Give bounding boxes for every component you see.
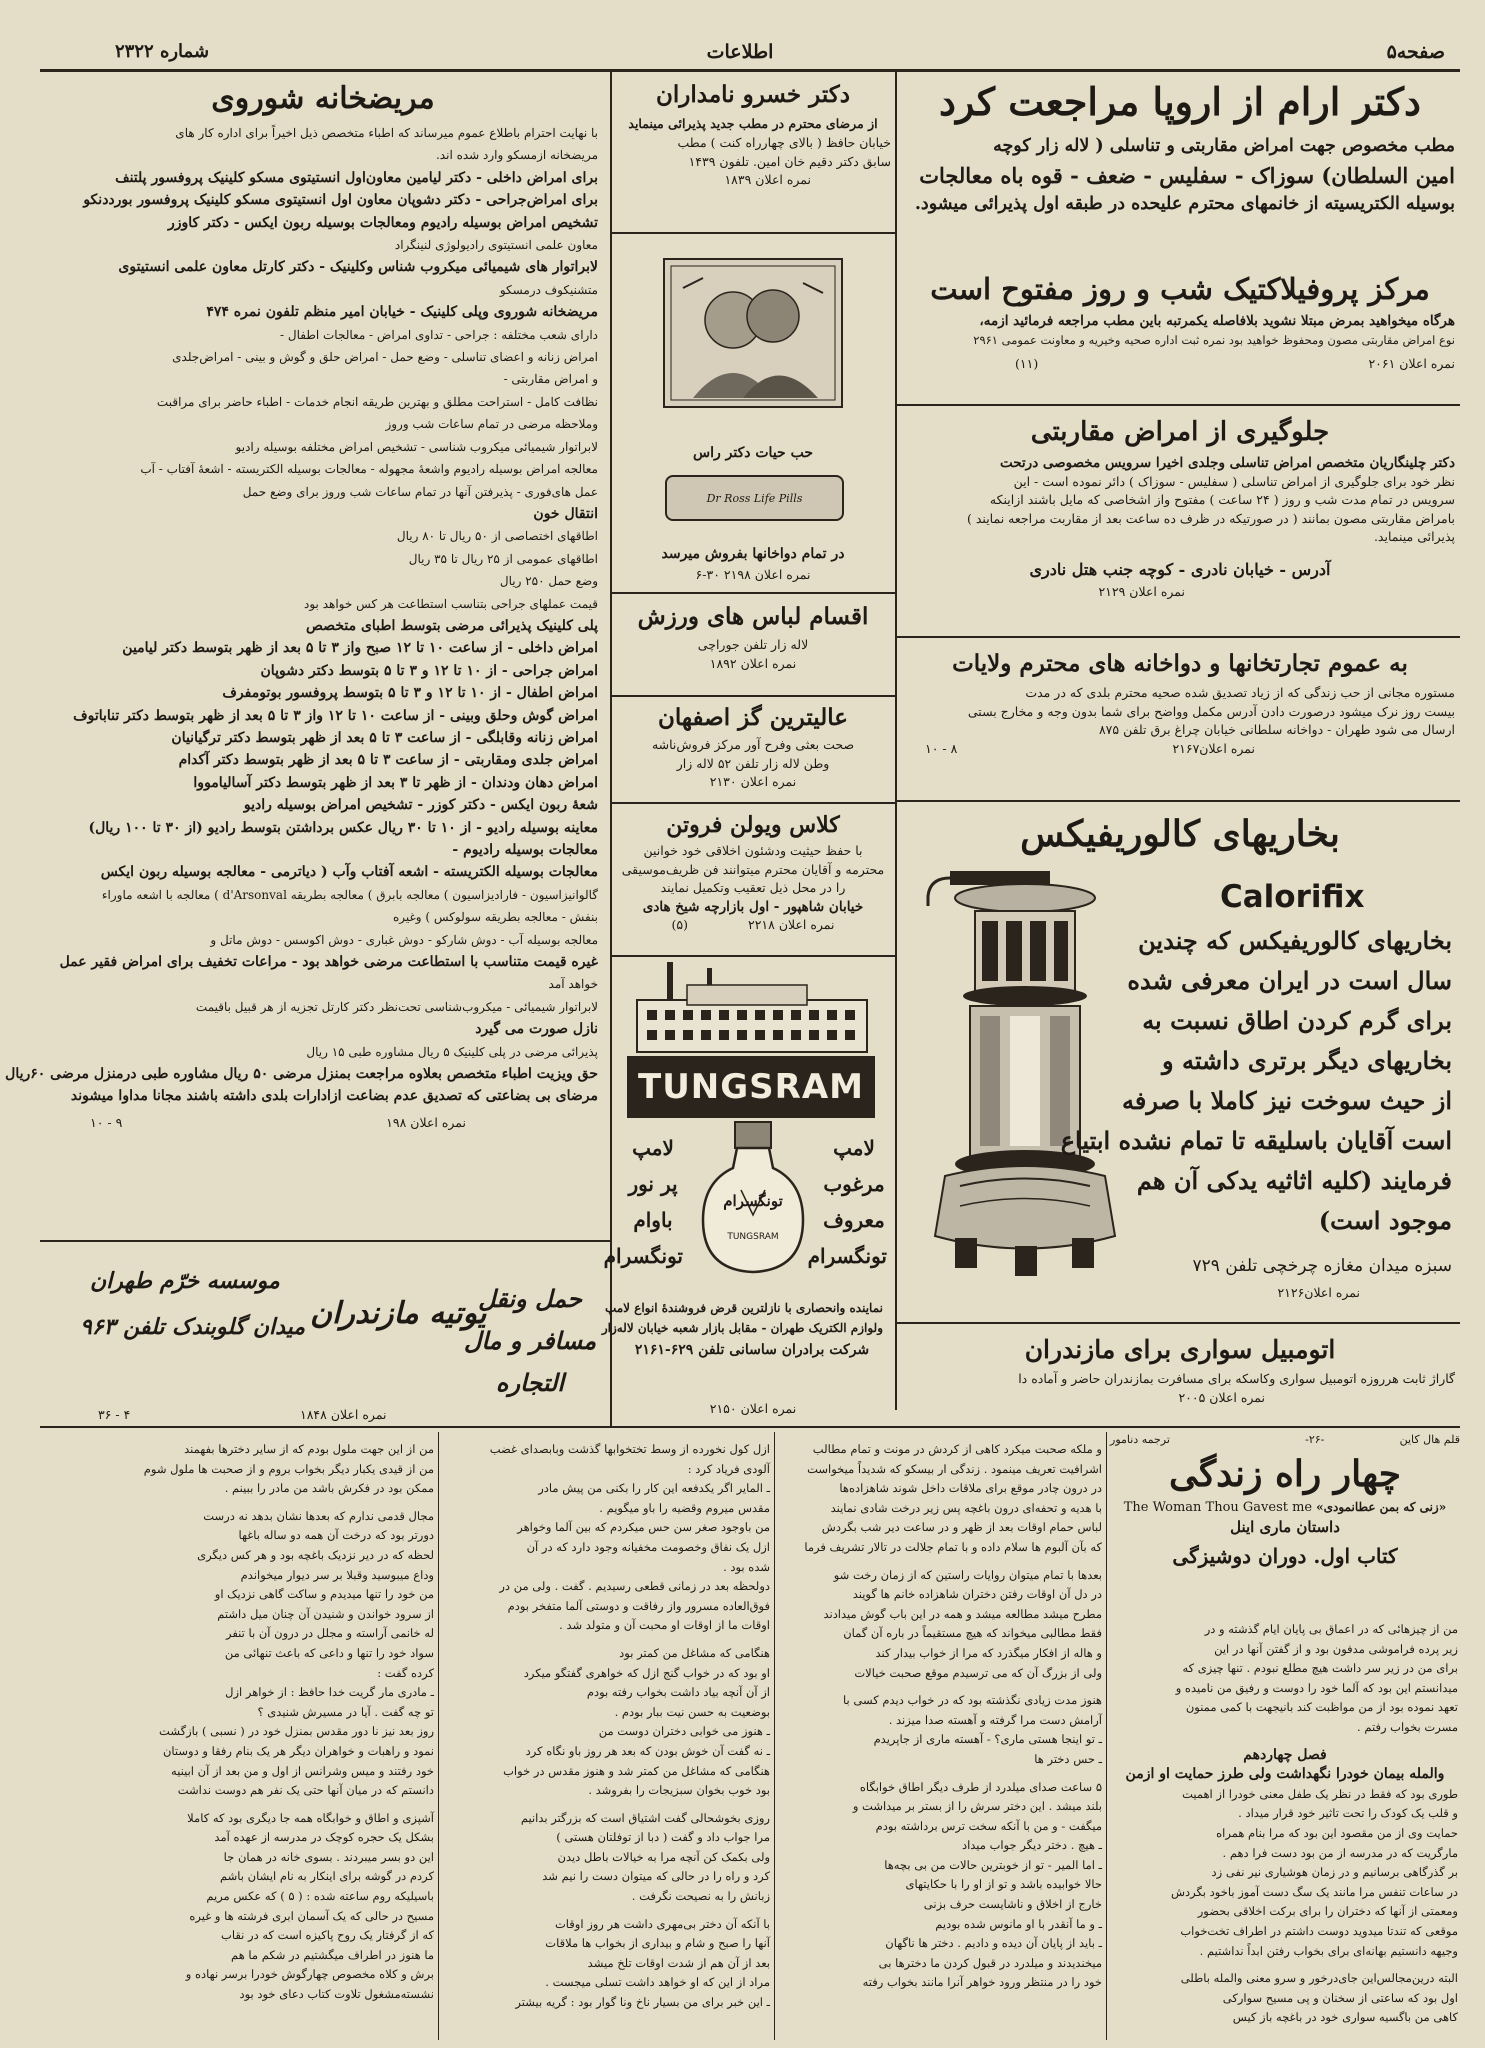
text-line: وضع حمل ۲۵۰ ریال xyxy=(499,574,598,589)
ad-title: اقسام لباس های ورزش xyxy=(637,603,869,630)
ad-divider xyxy=(612,695,895,697)
text-line: موقعی که تندتا میدوید دوست داشتم در اطراف تخت‌خواب xyxy=(1180,1923,1458,1938)
ad-number: نمره اعلان۲۱۶۷ xyxy=(1172,740,1255,756)
text-line: میگفت - و من با آنکه سخت ترس برداشته بودم xyxy=(875,1818,1102,1833)
ad-sale: در تمام دواخانها بفروش میرسد xyxy=(661,546,845,562)
paper-name: اطلاعات xyxy=(706,41,774,63)
text-line: آلودی فریاد کرد : xyxy=(687,1461,770,1476)
text-line: امراض اطفال - از ۱۰ تا ۱۲ و ۳ تا ۵ بتوسط پروفسور بوتومفرف xyxy=(222,685,598,702)
text-line: کردم در گوشه برای اینکار به نام ایشان باشم xyxy=(219,1869,434,1884)
text-line: نشسته‌مشغول تلاوت کتاب دعای خود بود xyxy=(239,1987,434,2002)
text-line: والمله بیمان خودرا نگهداشت ولی طرز حمایت او ازمن xyxy=(1125,1766,1445,1783)
text-line: تعهد نموده بود از من مواظبت کند بانیجهت با کمی ممنون xyxy=(1185,1700,1458,1715)
text-line: بلند میشد . این دختر سرش را از بستر بر میداشت و xyxy=(852,1799,1102,1814)
text-line: از آن آنچه بیاد داشت بخواب رفته بودم xyxy=(586,1685,770,1700)
text-line: مسیح در حالی که یک آسمان ابری فرشته ها و غیره xyxy=(189,1908,434,1923)
ad-divider xyxy=(612,802,895,804)
serial-title: چهار راه زندگی xyxy=(1169,1453,1401,1495)
text-line: که از گرفتار یک روح پاکیزه است که در نقاب xyxy=(221,1928,434,1943)
text-line: هنگامی که مشاغل من کمتر بود xyxy=(619,1645,770,1660)
serial-chapter: فصل چهاردهم xyxy=(1243,1746,1327,1763)
text-line: اطاقهای اختصاصی از ۵۰ ریال تا ۸۰ ریال xyxy=(396,529,598,544)
ad-divider xyxy=(897,636,1460,638)
text-line: حمایت وی از من مقصود این بود که مرا بنام همراه xyxy=(1216,1825,1458,1840)
text-line: من از این جهت ملول بودم که از سایر دخترها بفهمند xyxy=(184,1442,434,1456)
text-line: در دل آن اوقات رفتن دختران شاهزاده خانم ها گویند xyxy=(852,1587,1102,1602)
text-line: کرد و راه را در حالی که میتوان دست را نیم شد xyxy=(542,1869,770,1884)
text-line: نظافت کامل - استراحت مطلق و بهترین طریقه انجام خدمات - اطباء حاضر برای مراقبت xyxy=(156,394,598,409)
ad-number: نمره اعلان ۲۲۱۸ xyxy=(747,917,835,932)
serial-kicker: قلم هال کاین xyxy=(1399,1433,1460,1446)
text-line: وملاحظه مرضی در تمام ساعات شب وروز xyxy=(385,417,598,432)
ad-title: کلاس ویولن فروتن xyxy=(666,812,840,838)
ad-footer: نماینده وانحصاری با نازلترین قرض فروشندهٔ انواع لامپ ولوازم الکتریک طهران - مقابل بازار شعبه خیابان لاله‌زار شرکت برادران ساسانی تلفن ۶۲۹-۲۱۶۱ xyxy=(601,1301,883,1358)
ad-aram xyxy=(905,76,1455,268)
text-line: خود رفتند و میس وشرانس از اول و من بعد از آن ابینیه xyxy=(171,1763,434,1778)
text-line: باسیلیکه روم ساعته شده : ( ۵ ) که عکس مریم xyxy=(206,1889,434,1904)
text-line: روزی بخوشحالی گفت اشتیاق است که بزرگتر بدانیم xyxy=(520,1810,770,1825)
ad-subtitle: از مرضای محترم در مطب جدید پذیرائی مینماید xyxy=(628,116,878,131)
text-line: در ساعات تنفس مرا مانند یک سگ دست آموز باخود بگردش xyxy=(1170,1884,1458,1899)
text-line xyxy=(1112,1961,1458,1969)
text-line: قیمت عملهای جراحی بتناسب استطاعت هر کس خواهد بود xyxy=(304,596,598,611)
text-line: روز بعد نیز نا دور مقدس بمنزل خود در ( نسبی ) بازگشت xyxy=(159,1724,434,1739)
text-line: مرا جواب داد و گفت ( دبا از توفلتان هستی ) xyxy=(556,1830,770,1845)
ad-title: دکتر خسرو نامداران xyxy=(656,81,850,108)
text-line: پذیرائی مرضی در پلی کلینیک ۵ ریال مشاوره طبی ۱۵ ریال xyxy=(306,1044,598,1059)
ad-address: آدرس - خیابان نادری - کوچه جنب هتل نادری xyxy=(1029,559,1331,579)
ad-number: نمره اعلان ۲۱۵۰ xyxy=(709,1401,797,1416)
ad-ross xyxy=(615,240,891,585)
text-line: مراد از این که او خواهد داشت تسلی میجست . xyxy=(545,1975,770,1990)
serial-header xyxy=(1110,1432,1460,1622)
text-line: لحظه که در دیر نزدیک باغچه بود و هر کس دیگری xyxy=(197,1547,434,1562)
text-line: معالجات بوسیله الکتریسته - اشعه آفتاب وآب ( دیاترمی - معالجه بوسیله ربون ایکس xyxy=(100,864,598,881)
ad-address: سبزه میدان مغازه چرخچی تلفن ۷۲۹ xyxy=(1192,1256,1452,1276)
text-line: اطاقهای عمومی از ۲۵ ریال تا ۳۵ ریال xyxy=(408,551,598,566)
text-line: خواهد آمد xyxy=(548,977,598,992)
text-line xyxy=(40,1499,434,1507)
ad-body: گاراژ ثابت هرروزه اتومبیل سواری وکاسکه برای مسافرت بمازندران حاضر و آماده دا xyxy=(1018,1371,1455,1386)
text-line: فقط مطالبی میخواند که هیچ مستقیماً در باره آن گمان xyxy=(843,1626,1102,1641)
ad-divider xyxy=(612,955,895,957)
text-line: خود را در منتظر ورود خواهر آنرا مانند بخواب رفته xyxy=(862,1975,1102,1990)
ad-body: با حفظ حیثیت ودشئون اخلاقی خود خوانین محترمه و آقایان محترم میتوانند فن ظریف‌موسیقی را در محل ذیل تعقیب وتکمیل نمایند خیابان شاهپور - اول بازارچه شیخ هادی xyxy=(621,843,885,915)
text-line xyxy=(444,1801,770,1809)
text-line: ومعمتی از آنها که دختران را برای برکت اخلاقی بحضور xyxy=(1197,1904,1458,1919)
text-line: معاون علمی انستیتوی رادیولوژی لنینگراد xyxy=(394,238,598,253)
masthead-rule xyxy=(40,69,1460,72)
serial-column xyxy=(780,1440,1102,2040)
ad-number: نمره اعلان ۲۱۳۰ xyxy=(709,774,797,789)
text-line: امراض جراحی - از ۱۰ تا ۱۲ و ۳ تا ۵ بتوسط دکتر دشوپان xyxy=(260,662,598,679)
text-line: ـ اما المیر - تو از خوبترین حالات من بی بچه‌ها xyxy=(884,1857,1102,1872)
serial-subtitle-fa: «زنی که بمن عطانمودی» xyxy=(1316,1500,1447,1514)
serial-column xyxy=(1112,1620,1458,2040)
ad-title: عالیترین گز اصفهان xyxy=(658,704,848,731)
serial-book-title: کتاب اول. دوران دوشیزگی xyxy=(1172,1544,1398,1568)
text-line: برای امراض داخلی - دکتر لیامین معاون‌اول انستیتوی مسکو کلینیک پروفسور پلتنف xyxy=(115,169,598,186)
ad-divider xyxy=(40,1240,610,1242)
text-line: هنوز مدت زیادی نگذشته بود که در خواب دیدم کسی با xyxy=(843,1693,1102,1708)
serial-column xyxy=(40,1440,434,2040)
ad-divider xyxy=(897,404,1460,406)
ad-number: نمره اعلان ۲۱۹۸ ۳۰-۶ xyxy=(695,567,811,582)
text-line: و امراض مقاربتی - xyxy=(503,372,598,387)
text-line: ازل کول نخورده از وسط تختخوابها گذشت وبابصدای غضب xyxy=(489,1442,770,1456)
text-line: اوقات ما از اوقات او محبت آن و متولد شد . xyxy=(559,1618,770,1633)
text-line: ـ نه گفت آن خوش بودن که بعد هر روز باو نگاه کرد xyxy=(525,1743,770,1758)
serial-column xyxy=(444,1440,770,2040)
ad-divider xyxy=(897,800,1460,802)
text-line: کاهی من باگسیه سواری خود در باغچه باز کیس xyxy=(1232,2010,1458,2025)
text-line: مقدس میروم وقضیه را باو میگویم . xyxy=(599,1500,770,1515)
text-line xyxy=(40,1801,434,1809)
text-line: وجیهه دانستیم بهانه‌ای برای بخواب رفتن ابداً نداشتیم . xyxy=(1199,1943,1458,1958)
text-line: ولی بکمک کن آنچه مرا به خیالات باطل دیدن xyxy=(557,1849,770,1864)
text-line: در درون چادر موقع برای ملاقات داخل شوند شاهزاده‌ها xyxy=(839,1481,1102,1496)
text-line: ـ مادری مار گریت خدا حافظ : از خواهر ازل xyxy=(225,1685,434,1700)
text-line xyxy=(444,1907,770,1915)
text-line: وداع میبوسید وقبلا بر سر دیوار میخواندم xyxy=(240,1567,434,1582)
text-line: نمود و راهبات و خواهران دیگر هر یک بنام رفقا و دوستان xyxy=(162,1743,434,1758)
ad-tag: ۹ - ۱۰ xyxy=(90,1114,123,1130)
text-line: زبانش را به نصیحت نگرفت . xyxy=(631,1889,770,1904)
text-line: نازل صورت می گیرد xyxy=(475,1021,598,1038)
text-line: معالجه امراض بوسیله رادیوم واشعهٔ مجهوله - معالجات بوسیله الکتریسته - اشعهٔ آفتاب - آب xyxy=(140,462,598,477)
text-line: ـ باید از پایان آن دیده و دادیم . دختر ها ناگهان xyxy=(885,1936,1102,1951)
text-line: ـ و ما آنقدر با او مانوس شده بودیم xyxy=(935,1916,1102,1931)
ad-body: بخاریهای کالوریفیکس که چندین سال است در ایران معرفی شده برای گرم کردن اطاق نسبت به بخاریهای دیگر برتری داشته و از حیث سوخت نیز کاملا با صرفه است آقایان باسلیقه تا تمام نشده ابتیاع فرمایند (کلیه اثاثیه یدکی آن هم موجود است) xyxy=(1060,926,1452,1235)
pill-label: Dr Ross Life Pills xyxy=(706,491,803,505)
text-line: ـ این خبر برای من بسیار ناخ ونا گوار بود : گریه بیشتر xyxy=(515,1995,770,2010)
text-line: مطرح میشد مطالعه میشد و همه در این باب گوش میدادند xyxy=(823,1606,1102,1621)
text-line: ممکن بود در فکرش باشد من مادر را ببینم . xyxy=(224,1481,434,1496)
text-line: مجال قدمی ندارم که بعدها نشان بدهد نه درست xyxy=(203,1508,434,1523)
ad-big-left: حمل ونقل مسافر و مال التجاره xyxy=(463,1284,597,1397)
serial-author: داستان ماری اینل xyxy=(1230,1518,1340,1536)
text-line: دارای شعب مختلفه : جراحی - تداوی امراض - معالجات اطفال - xyxy=(280,327,598,342)
text-line: لابراتوار های شیمیائی میکروب شناس وکلینیک - دکتر کارتل معاون علمی انستیتوی xyxy=(118,259,598,276)
text-line: تشخیص امراض بوسیله رادیوم ومعالجات بوسیله ربون ایکس - دکتر کاوزر xyxy=(167,214,598,231)
text-line: لابراتوار شیمیائی میکروب شناسی - تشخیص امراض مختلفه بوسیله رادیو xyxy=(235,439,598,454)
text-line: من از چیزهائی که در اعماق بی پایان ایام گذشته و در xyxy=(1204,1622,1458,1636)
ad-number: نمره اعلان ۱۸۴۸ xyxy=(300,1407,387,1422)
text-line: متشنیکوف درمسکو xyxy=(499,282,598,297)
text-line: گالوانیزاسیون - فارادیزاسیون ) معالجه بابرق ) معالجه بطریقه d'Arsonval ) معالجه با اشعه ماوراء xyxy=(101,887,598,902)
text-line: بر گذرگاهی برسانیم و در زمان هوشیاری نیر نفی زد xyxy=(1211,1865,1458,1880)
column-rule xyxy=(1106,1432,1107,2040)
text-line: معالجه بوسیله آب - دوش شارکو - دوش غباری - دوش اکوسس - دوش ماتل و xyxy=(210,932,598,947)
column-rule xyxy=(610,72,612,1427)
text-line: معالجات بوسیله رادیوم - xyxy=(452,842,598,858)
ad-prophylactic xyxy=(905,268,1455,403)
ad-tag: ۸ - ۱۰ xyxy=(925,740,958,756)
ad-title: مریضخانه شوروی xyxy=(211,81,435,116)
text-line xyxy=(780,1770,1102,1778)
text-line: عمل های‌فوری - پذیرفتن آنها در تمام ساعات شب وروز برای وضع حمل xyxy=(242,484,598,499)
ad-title: جلوگیری از امراض مقاربتی xyxy=(1030,417,1330,447)
ad-tag: ۴ - ۳۶ xyxy=(98,1407,131,1422)
ad-tungsram xyxy=(601,960,891,1422)
ad-sport xyxy=(615,598,891,698)
text-line: آرامش دست مرا گرفته و آهسته صدا میزند . xyxy=(888,1712,1102,1727)
ad-auto xyxy=(905,1330,1455,1422)
text-line: با آنکه آن دختر بی‌مهری داشت هر روز اوقات xyxy=(554,1916,770,1931)
bulb-label: TUNGSRAM xyxy=(727,1232,779,1242)
ad-body xyxy=(5,122,606,1108)
column-rule xyxy=(774,1432,775,2040)
ad-body: هرگاه میخواهید بمرض مبتلا نشوید بلافاصله یکمرتبه باین مطب مراجعه فرمائید ازمه، نوع امراض مقاربتی مصون ومحفوظ خواهید بود نمره ثبت اداره صحیه وخیریه و معاونت عمومی ۲۹۶۱ نمره اعلان ۲۰۶۱ (۱۱) xyxy=(905,312,1455,374)
ad-body: مستوره مجانی از حب زندگی که از زیاد تصدیق شده صحیه محترم بلدی که در مدت بیست روز نرک میشود درصورت دادن آدرس مکمل وواضح برای شما بدون وجه و مخارج بستی ارسال می شود طهران - دواخانه سلطانی خیابان چراغ برق تلفن ۸۷۵ xyxy=(967,685,1455,737)
text-line: هنگامی که مشاغل من کمتر شد و هنوز مقدس در خواب xyxy=(503,1763,770,1778)
ad-number: نمره اعلان ۲۱۲۹ xyxy=(1098,583,1185,599)
text-line: ـ هیچ . دختر دیگر جواب میداد xyxy=(961,1838,1102,1853)
pill-box xyxy=(665,475,844,521)
text-line: که بآن آلبوم ها سلام داده و با تمام جلالت در تالار تشریف فرما xyxy=(804,1539,1102,1554)
text-line: و قلب یک کودک را تحت تاثیر خود قرار میداد . xyxy=(1238,1806,1458,1821)
ad-merchants xyxy=(905,644,1455,794)
ad-right-text: لامپ مرغوب معروف تونگسرام xyxy=(807,1136,887,1268)
text-line: ازل یک نفاق وخصومت مخفیانه وجود دارد که در آن xyxy=(526,1539,770,1554)
text-line: مرضای بی بضاعتی که تصدیق عدم بضاعت ازادارات بلدی داشته باشند مجانا مداوا میشوند xyxy=(70,1088,598,1105)
ad-body: صحت بعثی وفرح آور مرکز فروش‌ناشه وطن لاله زار تلفن ۵۲ لاله زار xyxy=(651,737,855,771)
ad-left-text: لامپ پر نور باوام تونگسرام xyxy=(603,1136,683,1268)
text-line: مریضخانه شوروی وپلی کلینیک - خیابان امیر منظم تلفون نمره ۴۷۴ xyxy=(206,304,598,321)
ad-number: نمره اعلان ۲۰۰۵ xyxy=(1178,1389,1265,1405)
serial-issue: -۲۶- xyxy=(1305,1433,1325,1446)
column-rule xyxy=(438,1432,439,2040)
brand-logo: Calorifix xyxy=(1220,879,1365,915)
portrait-illustration xyxy=(663,258,843,408)
text-line: برای من در زیر سر داشت هیچ مطلع نبودم . تنها چیزی که xyxy=(1182,1661,1458,1676)
ad-number: نمره اعلان ۱۸۳۹ xyxy=(724,172,811,187)
issue-number: شماره ۲۳۲۲ xyxy=(115,41,210,62)
ad-divider xyxy=(612,232,895,234)
text-line: امراض گوش وحلق وبینی - از ساعت ۱۰ تا ۱۲ واز ۳ تا ۵ بعد از ظهر بتوسط دکتر تناباتوف xyxy=(73,707,598,724)
text-line: ـ تو اینجا هستی ماری؟ - آهسته ماری از جاپریدم xyxy=(873,1732,1102,1747)
text-line: طوری بود که فقط در نظر یک طفل معنی خودرا از اهمیت xyxy=(1182,1786,1458,1801)
text-line: و ملکه صحبت میکرد کاهی از کردش در مونت و تمام مطالب xyxy=(812,1442,1102,1456)
factory-illustration xyxy=(627,960,877,1055)
ad-calorifix xyxy=(900,806,1460,1306)
text-line: خارج از اخلاق و ناشایست حرف بزنی xyxy=(923,1897,1102,1912)
text-line: از سرود خواندن و شنیدن آن چنان میل داشتم xyxy=(217,1606,434,1621)
ad-transport xyxy=(40,1248,606,1424)
ad-divider xyxy=(612,592,895,594)
ad-big-center: یوتیه مازندران xyxy=(310,1296,487,1331)
serial-translator: ترجمه دنامور xyxy=(1110,1433,1170,1446)
text-line: لابراتوار شیمیائی - میکروب‌شناسی تحت‌نظر دکتر کارتل تجزیه از هر قبیل باقیمت xyxy=(195,999,598,1014)
text-line: با هدیه و تحفه‌ای درون باغچه پس زیر درخت شادی نمایند xyxy=(830,1500,1102,1515)
text-line: اول بود که ساعتی از سخنان و پی مسیح سوارکی xyxy=(1222,1990,1458,2005)
text-line: ـ المایر اگر یکدفعه این کار را بکنی من پیش مادر xyxy=(538,1481,770,1496)
ad-caption: حب حیات دکتر راس xyxy=(693,445,813,461)
text-line: لباس حمام اوقات بعد از ظهر و در ساعت دیر شب بگردش xyxy=(821,1520,1102,1535)
text-line: او بود که در خواب گنج ازل که خواهری گفتگو میکرد xyxy=(523,1665,770,1680)
ad-body: دکتر چلینگاریان متخصص امراض تناسلی وجلدی اخیرا سرویس مخصوصی درتحت نظر خود برای جلوگیری از امراض تناسلی ( سفلیس - سوزاک ) دائر نموده است - این سرویس در تمام مدت شب و روز ( ۲۴ ساعت ) مفتوح واز اشخاصی که مایل باشند ازاینکه بامراض مقاربتی مصون بمانند ( در صورتیکه در ظرف ده ساعت بعد از مقاربت مراجعه نمایند ) پذیرائی مینماید. xyxy=(967,455,1455,544)
ad-shoravi xyxy=(5,76,606,1236)
page-label: صفحه۵ xyxy=(1386,41,1445,63)
ad-number: نمره اعلان ۱۸۹۲ xyxy=(709,655,797,671)
text-line: تو چه گفت . آیا در مسیرش شنیدی ؟ xyxy=(257,1704,434,1719)
text-line: امراض داخلی - از ساعت ۱۰ تا ۱۲ صبح واز ۳ تا ۵ بعد از ظهر بتوسط دکتر لیامین xyxy=(122,640,598,657)
ad-title: به عموم تجارتخانها و دواخانه های محترم ولایات xyxy=(952,650,1408,677)
ad-body: مطب مخصوص جهت امراض مقاربتی و تناسلی ( لاله زار کوچه امین السلطان) سوزاک - سفلیس - ضعف - قوه باه معالجات بوسیله الکتریسیته از خانمهای محترم علیحده در طبقه اول پذیرائی میشود. xyxy=(914,136,1455,214)
text-line: مریضخانه ازمسکو وارد شده اند. xyxy=(435,148,598,163)
text-line: و هاله از افکار میگذرد که مرا از خواب بیدار کند xyxy=(875,1645,1102,1660)
ad-divider xyxy=(897,1322,1460,1324)
text-line: برش و کلاه مخصوص چهارگوش خودرا برسر نهاده و xyxy=(185,1967,434,1982)
ad-violin xyxy=(615,808,891,948)
text-line: میخندیدند و میلدرد در قبول کردن ما دخترها بی xyxy=(878,1955,1102,1970)
ad-mark: (۵) xyxy=(671,917,688,932)
text-line: مارگریت که در مدرسه از من بود دست فرا دهم . xyxy=(1222,1845,1458,1860)
text-line: زیر پرده فراموشی مدفون بود و از گفتن آنها در این xyxy=(1214,1641,1458,1656)
text-line: ۵ ساعت صدای میلدرد از طرف دیگر اطاق خوابگاه xyxy=(859,1779,1102,1794)
text-line: پلی کلینیک پذیرائی مرضی بتوسط اطبای متخصص xyxy=(306,617,598,634)
text-line xyxy=(780,1558,1102,1566)
text-line: بعدها با تمام میتوان روایات راستین که از زمان رخت شو xyxy=(833,1567,1102,1582)
serial-subtitle-en: The Woman Thou Gavest me xyxy=(1123,1500,1313,1515)
text-line: البته درین‌مجالس‌این جای‌درخور و سرو معنی والمله باطلی xyxy=(1180,1971,1458,1986)
brand-logo: TUNGSRAM xyxy=(638,1067,864,1107)
text-line: بنفش - معالجه بطریقه سولوکس ) وغیره xyxy=(392,910,598,925)
text-line xyxy=(444,1636,770,1644)
text-line: شعهٔ ربون ایکس - دکتر کوزر - تشخیص امراض بوسیله رادیو xyxy=(243,797,598,814)
ad-right-line: میدان گلوبندک تلفن ۹۶۳ xyxy=(80,1314,306,1340)
text-line: ـ حس دختر ها xyxy=(1034,1751,1102,1766)
text-line: بوضعیت به حسن نیت ببار بودم . xyxy=(614,1704,770,1719)
text-line: انتقال خون xyxy=(533,505,598,522)
text-line: من از قیدی یکبار دیگر بخواب بروم و از صحبت ها ملول شوم xyxy=(143,1461,434,1476)
ad-prevention xyxy=(905,410,1455,625)
text-line: اشرافیت تعریف مینمود . زندگی ار بیسکو که شدیداً میخواست xyxy=(807,1461,1102,1476)
ad-title: دکتر ارام از اروپا مراجعت کرد xyxy=(939,79,1421,124)
text-line: بشکل یک حجره کوچک در مدرسه از عهده آمد xyxy=(214,1830,434,1845)
text-line: دانستم که در میان آنها حتی یک نفر هم دوست نداشت xyxy=(177,1783,434,1798)
ad-khosrow xyxy=(615,76,891,226)
text-line: ولی از بزرگ آن که می ترسیدم موقع صحبت خیالات xyxy=(854,1665,1102,1680)
text-line: کرده گفت : xyxy=(377,1665,434,1680)
text-line: مسرت بخواب رفتم . xyxy=(1357,1719,1458,1734)
ad-center-text: تونگسرام xyxy=(723,1192,783,1210)
text-line: امراض جلدی ومقاربتی - از ساعت ۳ تا ۵ بعد از ظهر بتوسط دکتر آکدام xyxy=(178,752,598,769)
text-line: ـ هنوز می خوابی دختران دوست من xyxy=(598,1724,770,1739)
text-line: حق ویزیت اطباء متخصص بعلاوه مراجعت بمنزل مرضی ۵۰ ریال مشاوره طبی درمنزل مرضی ۶۰ریال xyxy=(5,1066,598,1083)
text-line: له خانمی آراسته و مجلل در درون آن با تنفر xyxy=(225,1626,434,1641)
text-line: بعد از آن هم از شدت اوقات تلخ میشد xyxy=(587,1955,770,1970)
ad-gaz xyxy=(615,700,891,800)
text-line: با نهایت احترام باطلاع عموم میرساند که اطباء متخصص ذیل اخیراً برای اداره کار های xyxy=(175,126,598,140)
text-line xyxy=(1112,1738,1458,1746)
text-line: برای امراض‌جراحی - دکتر دشوپان معاون اول انستیتوی مسکو کلینیک پروفسور بورددنکو xyxy=(83,192,598,209)
text-line: آشپزی و اطاق و خوابگاه همه جا دیگری بود که کاملا xyxy=(187,1810,434,1825)
text-line: دورتر بود که درخت آن همه دو ساله باغها xyxy=(238,1528,434,1543)
ad-number: نمره اعلان ۱۹۸ xyxy=(386,1114,466,1130)
column-rule xyxy=(895,72,897,1410)
tungsram-banner xyxy=(627,1056,875,1118)
ad-body: خیابان حافظ ( بالای چهارراه کنت ) مطب سابق دکتر دقیم خان امین. تلفون ۱۴۳۹ xyxy=(677,135,891,169)
text-line: میدانستم این بود که آلما خود را دوست و رفیق من نامیده و xyxy=(1175,1680,1458,1695)
text-line: شده بود . xyxy=(723,1559,770,1574)
ad-title: اتومبیل سواری برای مازندران xyxy=(1024,1335,1336,1364)
ad-title: بخاریهای کالوریفیکس xyxy=(1020,813,1340,855)
text-line: فوق‌العاده مسرور واز رفاقت و دوستی آلما متفخر بودم xyxy=(507,1598,770,1613)
text-line: من خود را تنها میدیدم و ساکت گاهی نزدیک او xyxy=(214,1587,434,1602)
text-line: این دو بسر میبردند . بسوی خانه در همان جا xyxy=(223,1849,434,1864)
text-line: ما هنوز در اطراف میگشتیم در شکم ما هم xyxy=(231,1947,434,1962)
stove-illustration xyxy=(920,866,1130,1286)
ad-right-line: موسسه خرّم طهران xyxy=(90,1268,280,1294)
text-line: امراض دهان ودندان - از ظهر تا ۳ بعد از ظهر بتوسط دکتر آسالیامووا xyxy=(193,774,598,791)
text-line: سواد خود را تنها و داعی که باعث تنهائی من xyxy=(224,1645,434,1660)
bottom-section-rule xyxy=(40,1426,1460,1428)
text-line xyxy=(780,1683,1102,1691)
ad-title: مرکز پروفیلاکتیک شب و روز مفتوح است xyxy=(930,272,1430,306)
text-line: امراض زنانه وقابلگی - از ساعت ۳ تا ۵ بعد از ظهر بتوسط دکتر ترگیانیان xyxy=(171,729,598,746)
ad-body: لاله زار تلفن جوراچی xyxy=(697,637,809,652)
text-line: معاینه بوسیله رادیو - از ۱۰ تا ۳۰ ریال عکس برداشتن بتوسط رادیو (از ۳۰ تا ۱۰۰ ریال) xyxy=(88,819,598,836)
ad-number: نمره اعلان ۲۰۶۱ xyxy=(1368,356,1455,371)
text-line: آنها را صبح و شام و بیداری از بخواب ها ملاقات xyxy=(545,1936,770,1951)
text-line: حالا خوابیده باشد و تو از او را با حکایتهای xyxy=(905,1877,1102,1892)
text-line: دولحظه بعد در زمانی قطعی رسیدیم . گفت . ولی من در xyxy=(499,1579,770,1594)
text-line: امراض زنانه و اعضای تناسلی - وضع حمل - امراض حلق و گوش و بینی - امراض‌جلدی xyxy=(172,350,598,365)
text-line: بود خوب بخوان سبزیجات را بفروشد . xyxy=(588,1783,770,1798)
text-line: غیره قیمت متناسب با استطاعت مرضی خواهد بود - مراعات تخفیف برای امراض فقیر عمل xyxy=(59,954,598,971)
ad-mark: (۱۱) xyxy=(1015,356,1039,371)
ad-number: نمره اعلان۲۱۲۶ xyxy=(1277,1285,1360,1300)
text-line: من باوجود صغر سن حس میکردم که بین آلما وخواهر xyxy=(517,1520,770,1535)
